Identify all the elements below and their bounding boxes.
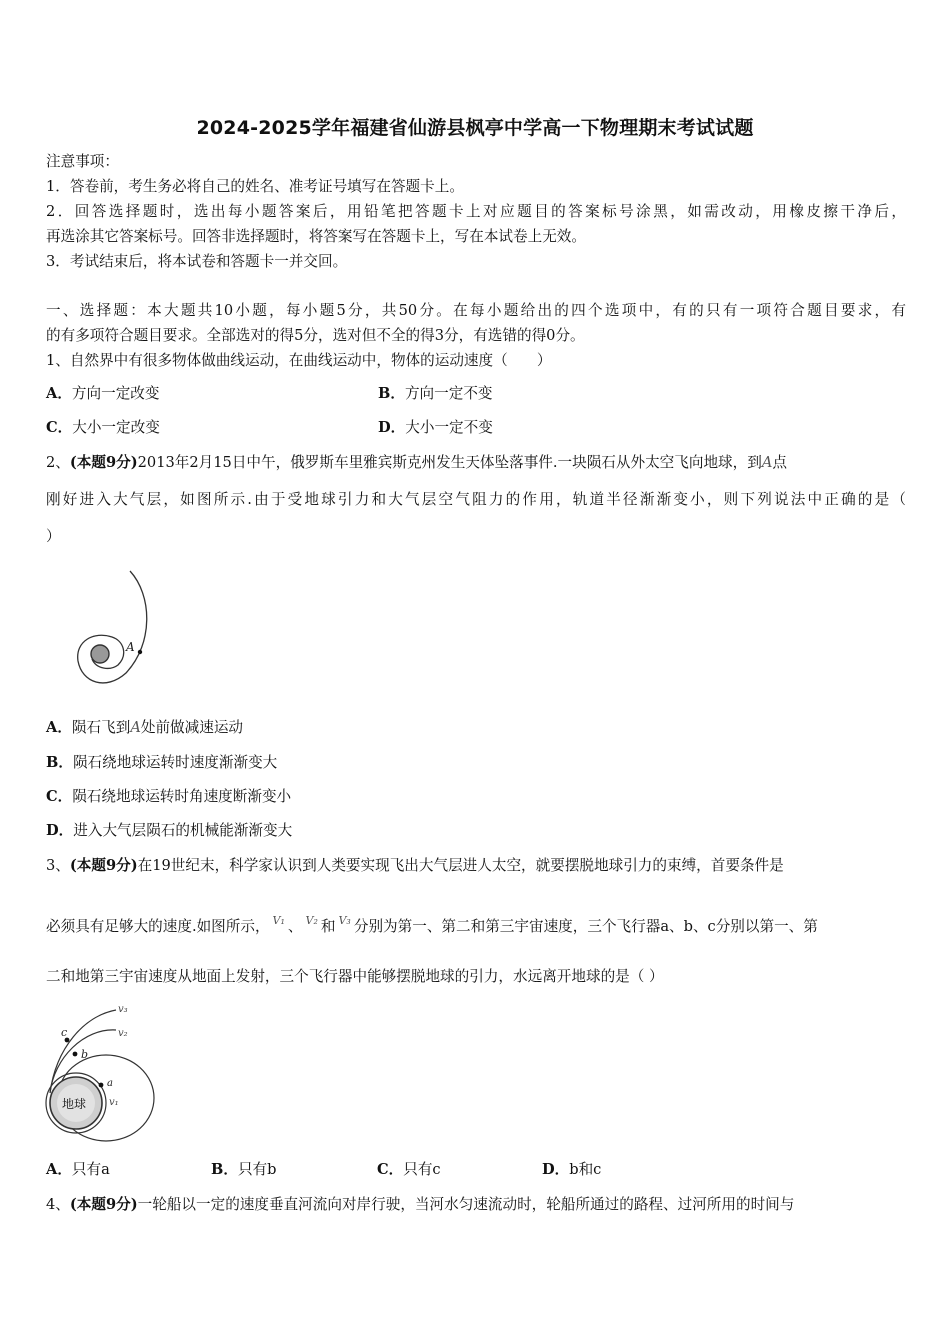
q3-option-a-text: 只有a — [71, 1161, 110, 1178]
label-a: a — [107, 1078, 113, 1089]
q2-point-a-symbol: A — [761, 454, 773, 471]
q1-option-c-key: C． — [46, 419, 73, 436]
q3-option-d[interactable] — [542, 1160, 601, 1180]
q3-stem-line2-post: 分别为第一、第二和第三宇宙速度，三个飞行器a、b、c分别以第一、第 — [353, 918, 818, 935]
q2-option-b-text: 陨石绕地球运转时速度渐渐变大 — [72, 754, 278, 771]
q2-option-a[interactable] — [46, 718, 243, 738]
q2-stem-tail: 点 — [772, 454, 787, 471]
point-a-dot — [99, 1083, 104, 1088]
q3-sep2: 和 — [320, 918, 336, 935]
q1-option-b[interactable] — [378, 384, 493, 404]
q1-option-a[interactable] — [46, 384, 160, 404]
q3-option-c[interactable] — [377, 1160, 441, 1180]
notice-item-2-cont: 再选涂其它答案标号。回答非选择题时，将答案写在答题卡上，写在本试卷上无效。 — [46, 228, 586, 245]
q2-stem-line2: 刚好进入大气层，如图所示.由于受地球引力和大气层空气阻力的作用，轨道半径渐渐变小，则下列说法中正确的是（ — [46, 491, 906, 508]
q2-stem-line1 — [46, 453, 787, 473]
section-header-line2: 的有多项符合题目要求。全部选对的得5分，选对但不全的得3分，有选错的得0分。 — [46, 327, 585, 344]
q4-stem-line1 — [46, 1195, 794, 1215]
q1-option-a-text: 方向一定改变 — [71, 385, 160, 402]
q1-stem: 1、自然界中有很多物体做曲线运动，在曲线运动中，物体的运动速度（ ） — [46, 352, 552, 369]
q3-cosmic-velocity-figure — [44, 998, 162, 1146]
q3-option-b-key: B． — [211, 1161, 238, 1178]
q3-v2-symbol: V₂ — [305, 914, 318, 927]
label-v2: v₂ — [118, 1028, 128, 1039]
q1-option-a-key: A． — [46, 385, 72, 402]
q2-option-a-key: A． — [46, 719, 72, 736]
q3-number: 3、 — [46, 857, 70, 874]
q3-sep1: 、 — [287, 918, 303, 935]
meteor-trajectory — [78, 571, 147, 683]
q2-option-a-text-post: 处前做减速运动 — [140, 719, 244, 736]
q2-stem-line3: ） — [46, 528, 61, 545]
q3-option-a-key: A． — [46, 1161, 72, 1178]
label-b: b — [81, 1048, 89, 1061]
q2-option-b[interactable] — [46, 753, 277, 773]
label-v3: v₃ — [118, 1004, 128, 1015]
q3-option-b-text: 只有b — [237, 1161, 277, 1178]
q3-option-b[interactable] — [211, 1160, 276, 1180]
q1-option-d-key: D． — [378, 419, 406, 436]
q2-option-a-text-pre: 陨石飞到 — [71, 719, 131, 736]
q1-option-b-key: B． — [378, 385, 405, 402]
q1-option-b-text: 方向一定不变 — [404, 385, 493, 402]
q3-v3-symbol: V₃ — [338, 914, 351, 927]
point-b-dot — [73, 1052, 78, 1057]
q3-stem-line2-pre: 必须具有足够大的速度.如图所示， — [46, 918, 270, 935]
q3-stem-line1 — [46, 856, 784, 876]
q3-option-c-key: C． — [377, 1161, 404, 1178]
q2-number: 2、 — [46, 454, 70, 471]
q1-option-d[interactable] — [378, 418, 493, 438]
q3-option-c-text: 只有c — [403, 1161, 441, 1178]
page-title: 2024-2025学年福建省仙游县枫亭中学高一下物理期末考试试题 — [196, 117, 754, 139]
q3-score: (本题9分) — [69, 857, 138, 874]
q2-stem-text: 2013年2月15日中午，俄罗斯车里雅宾斯克州发生天体坠落事件.一块陨石从外太空飞向地球，到 — [137, 454, 762, 471]
notice-item-3: 3．考试结束后，将本试卷和答题卡一并交回。 — [46, 253, 348, 270]
q4-score: (本题9分) — [69, 1196, 138, 1213]
notice-item-2: 2．回答选择题时，选出每小题答案后，用铅笔把答题卡上对应题目的答案标号涂黑，如需改动，用橡皮擦干净后， — [46, 203, 906, 220]
section-header-line1: 一、选择题：本大题共10小题，每小题5分，共50分。在每小题给出的四个选项中，有的只有一项符合题目要求，有 — [46, 302, 906, 319]
q3-option-a[interactable] — [46, 1160, 110, 1180]
q2-option-b-key: B． — [46, 754, 73, 771]
point-a-dot — [138, 650, 142, 654]
q2-option-c[interactable] — [46, 787, 291, 807]
q2-orbit-figure — [68, 565, 168, 695]
q3-option-d-text: b和c — [569, 1161, 602, 1178]
q4-number: 4、 — [46, 1196, 70, 1213]
q3-stem-line2 — [46, 914, 818, 938]
q3-option-d-key: D． — [542, 1161, 570, 1178]
earth-circle — [91, 645, 109, 663]
q2-option-d-text: 进入大气层陨石的机械能渐渐变大 — [73, 822, 293, 839]
q2-option-d[interactable] — [46, 821, 292, 841]
q3-stem-text: 在19世纪末，科学家认识到人类要实现飞出大气层进人太空，就要摆脱地球引力的束缚，首要条件是 — [137, 857, 784, 874]
q3-v1-symbol: V₁ — [272, 914, 285, 927]
q2-option-a-symbol: A — [130, 719, 141, 736]
q1-option-c[interactable] — [46, 418, 160, 438]
q4-stem-text: 一轮船以一定的速度垂直河流向对岸行驶，当河水匀速流动时，轮船所通过的路程、过河所用的时间与 — [137, 1196, 795, 1213]
point-a-label: A — [126, 640, 135, 654]
q2-option-c-key: C． — [46, 788, 73, 805]
label-v1: v₁ — [109, 1097, 119, 1108]
q3-stem-line3: 二和地第三宇宙速度从地面上发射，三个飞行器中能够摆脱地球的引力，水远离开地球的是（ ） — [46, 968, 664, 985]
q1-option-c-text: 大小一定改变 — [72, 419, 160, 436]
notice-item-1: 1．答卷前，考生务必将自己的姓名、准考证号填写在答题卡上。 — [46, 178, 464, 195]
notice-heading: 注意事项： — [46, 153, 119, 170]
q1-option-d-text: 大小一定不变 — [405, 419, 493, 436]
q2-option-d-key: D． — [46, 822, 74, 839]
earth-label: 地球 — [62, 1097, 87, 1111]
q2-score: (本题9分) — [69, 454, 138, 471]
q2-option-c-text: 陨石绕地球运转时角速度断渐变小 — [72, 788, 292, 805]
label-c: c — [61, 1026, 68, 1039]
